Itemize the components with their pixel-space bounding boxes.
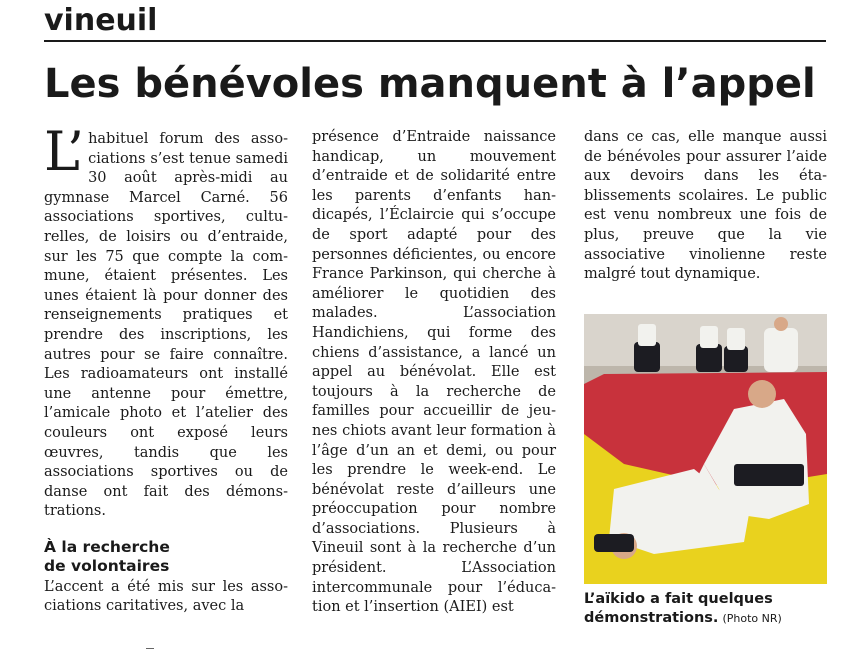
article-paragraph-col2: présence d’Entraide naissance handicap, un mouvement d’entraide et de solidarité entre les parents d’enfants handicapés, l’Éclaircie qui s’occupe de sport adapté pour des personnes déficientes, ou encore France Parkinson, qui cherche à améliorer le quotidien des malades. L’association Handichiens, qui forme des chiens d’assistance, a lancé un appel au bénévolat. Elle est toujours à la recherche de familles pour accueillir de jeunes chiots avant leur formation à l’âge d’un an et demi, ou pour les prendre le week-end. Le bénévolat reste d’ailleurs une préoccupation pour nombre d’associations. Plusieurs à Vineuil sont à la recherche d’un président. L’Association intercommunale pour l’éducation et l’insertion (AIEI) est bbox=[312, 129, 556, 616]
article-paragraph-lead bbox=[44, 120, 288, 522]
caption-line-2 bbox=[584, 609, 834, 628]
article-column-3 bbox=[584, 128, 827, 285]
aikido-photo-illustration bbox=[584, 314, 827, 584]
kneeling-figure-3 bbox=[724, 328, 748, 372]
caption-line-2-text: démonstrations. bbox=[584, 610, 719, 626]
aikido-photo bbox=[584, 314, 827, 584]
photo-credit: (Photo NR) bbox=[722, 612, 782, 625]
article-paragraph-col1-tail: L’accent a été mis sur les associations caritatives, avec la bbox=[44, 578, 288, 615]
subheading-line-1: À la recherche bbox=[44, 537, 170, 556]
article-headline: Les bénévoles manquent à l’appel bbox=[44, 61, 816, 107]
drop-cap: L’ bbox=[44, 120, 85, 183]
article-paragraph-col3: dans ce cas, elle manque aussi de bénévoles pour assurer l’aide aux devoirs dans les établissements scolaires. Le public est venu nombreux une fois de plus, preuve que la vie associative vinolienne reste malgré tout dynamique. bbox=[584, 129, 827, 283]
section-rubric: vineuil bbox=[44, 3, 158, 38]
article-column-2 bbox=[312, 128, 556, 618]
article-subheading bbox=[44, 538, 288, 576]
subheading-line-2: de volontaires bbox=[44, 556, 170, 575]
article-column-1 bbox=[44, 120, 288, 617]
caption-line-1: L’aïkido a fait quelques bbox=[584, 591, 773, 607]
column-cut-mark bbox=[146, 648, 154, 649]
rubric-divider bbox=[44, 40, 826, 42]
lead-text: habituel forum des associations s’est tenue samedi 30 août après-midi au gymnase Marcel Carné. 56 associations sportives, culturelles, de loisirs ou d’entraide, sur les 75 que compte la commune, étaient présentes. Les unes étaient là pour donner des renseignements pratiques et prendre des inscriptions, les autres pour se faire connaître. Les radioamateurs ont installé une antenne pour émettre, l’amicale photo et l’atelier des couleurs ont exposé leurs œuvres, tandis que les associations sportives ou de danse ont fait des démonstrations. bbox=[44, 131, 288, 520]
photo-caption bbox=[584, 590, 834, 628]
